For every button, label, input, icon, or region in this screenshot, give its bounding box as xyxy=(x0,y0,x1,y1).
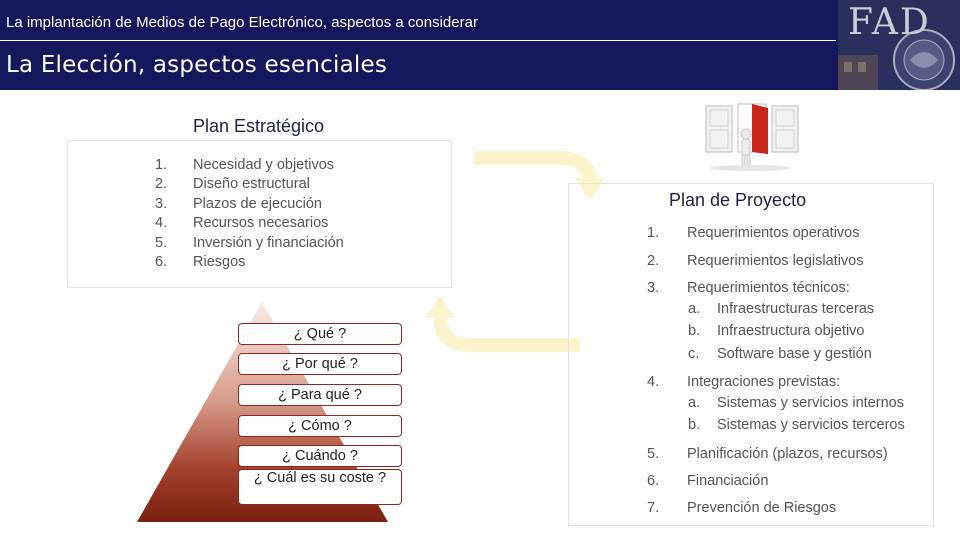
question-para-que: ¿ Para qué ? xyxy=(238,384,402,406)
question-cuando: ¿ Cuándo ? xyxy=(238,445,402,467)
item-number: 4. xyxy=(647,374,660,390)
sub-label: Infraestructuras terceras xyxy=(717,301,875,317)
page-title: La implantación de Medios de Pago Electrónico, aspectos a considerar xyxy=(6,14,478,31)
item-label: Riesgos xyxy=(193,254,246,271)
item-number: 6. xyxy=(155,254,168,271)
item-label: Prevención de Riesgos xyxy=(687,500,837,516)
sub-label: Infraestructura objetivo xyxy=(717,323,865,339)
sub-letter: b. xyxy=(688,417,701,433)
item-label: Necesidad y objetivos xyxy=(193,157,335,173)
plan-proyecto-title: Plan de Proyecto xyxy=(669,190,807,210)
item-label: Inversión y financiación xyxy=(193,234,344,251)
item-label: Requerimientos legislativos xyxy=(687,253,864,269)
item-number: 3. xyxy=(647,280,660,296)
item-number: 3. xyxy=(155,195,168,212)
item-label: Financiación xyxy=(687,473,769,489)
item-label: Requerimientos operativos xyxy=(687,225,860,241)
item-label: Requerimientos técnicos: xyxy=(687,280,850,296)
section-title: La Elección, aspectos esenciales xyxy=(6,52,388,78)
sub-letter: b. xyxy=(688,323,701,339)
question-por-que: ¿ Por qué ? xyxy=(238,353,402,375)
sub-item xyxy=(688,323,865,339)
doors-illustration-icon xyxy=(700,100,800,172)
sub-item xyxy=(688,301,874,317)
item-number: 1. xyxy=(155,157,168,173)
sub-label: Software base y gestión xyxy=(717,346,872,362)
plan-estrategico-title: Plan Estratégico xyxy=(193,116,325,136)
item-number: 2. xyxy=(155,176,168,193)
item-number: 5. xyxy=(155,234,168,251)
item-number: 7. xyxy=(647,500,660,516)
sub-letter: a. xyxy=(688,301,701,317)
item-label: Planificación (plazos, recursos) xyxy=(687,446,888,462)
item-label: Recursos necesarios xyxy=(193,215,329,232)
sub-item xyxy=(688,346,872,362)
item-number: 6. xyxy=(647,473,660,489)
sub-letter: c. xyxy=(688,346,700,362)
question-coste: ¿ Cuál es su coste ? xyxy=(238,469,402,505)
sub-label: Sistemas y servicios terceros xyxy=(717,417,905,433)
sub-letter: a. xyxy=(688,395,701,411)
item-label: Plazos de ejecución xyxy=(193,195,322,212)
question-como: ¿ Cómo ? xyxy=(238,415,402,437)
logo-text: FAD xyxy=(848,2,931,43)
item-number: 1. xyxy=(647,225,660,241)
item-number: 5. xyxy=(647,446,660,462)
item-label: Integraciones previstas: xyxy=(687,374,841,390)
item-number: 2. xyxy=(647,253,660,269)
item-label: Diseño estructural xyxy=(193,176,310,193)
question-que: ¿ Qué ? xyxy=(238,323,402,345)
sub-label: Sistemas y servicios internos xyxy=(717,395,904,411)
item-number: 4. xyxy=(155,215,168,232)
sub-item xyxy=(688,395,904,411)
sub-item xyxy=(688,417,905,433)
